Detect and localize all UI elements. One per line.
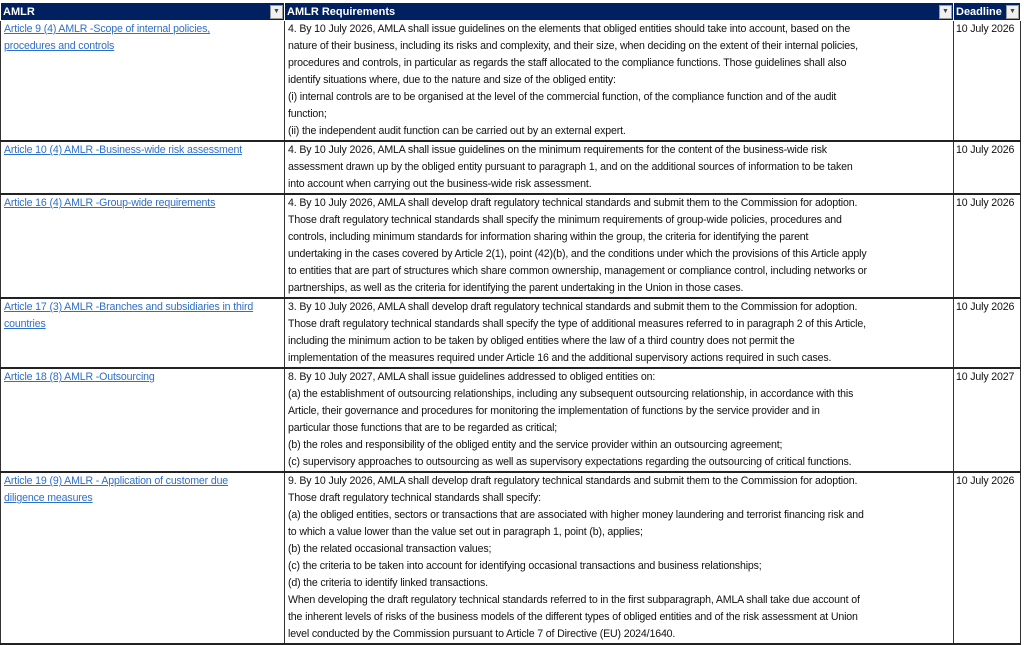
requirement-line: controls, including minimum standards for information sharing within the group, the criteria for identifying the parent [288, 231, 809, 243]
deadline-cell: 10 July 2026 [954, 21, 1021, 142]
requirement-line: partnerships, as well as the criteria for identifying the parent undertaking in the Union in those cases. [288, 282, 744, 294]
requirement-line: (i) internal controls are to be organised at the level of the commercial function, of the compliance function and of the audit [288, 91, 837, 103]
article-link[interactable] [4, 369, 281, 386]
requirement-cell [285, 368, 954, 472]
filter-dropdown-icon[interactable]: ▼ [1006, 5, 1019, 19]
article-cell [1, 141, 285, 194]
article-link-line[interactable]: procedures and controls [4, 40, 115, 52]
article-link[interactable] [4, 195, 281, 212]
requirement-line: (c) the criteria to be taken into account for identifying occasional transactions and business relationships; [288, 560, 762, 572]
deadline-cell: 10 July 2026 [954, 298, 1021, 368]
requirement-line: nature of their business, including its risks and complexity, and their size, when deciding on the extent of their internal policies, [288, 40, 858, 52]
requirement-line: (b) the roles and responsibility of the obliged entity and the service provider within an outsourcing agreement; [288, 439, 783, 451]
article-cell [1, 472, 285, 644]
deadline-cell: 10 July 2026 [954, 194, 1021, 298]
table-row [1, 298, 1021, 368]
table-row [1, 472, 1021, 644]
table-row [1, 368, 1021, 472]
requirement-line: When developing the draft regulatory technical standards referred to in the first subparagraph, AMLA shall take due account of [288, 594, 860, 606]
requirement-line: including the minimum action to be taken by obliged entities where the law of a third country does not permit the [288, 335, 795, 347]
requirement-line: undertaking in the cases covered by Article 2(1), point (42)(b), and the conditions under which the provisions of this Article apply [288, 248, 867, 260]
amlr-table [0, 2, 1021, 645]
deadline-cell: 10 July 2026 [954, 472, 1021, 644]
article-cell [1, 368, 285, 472]
article-link[interactable] [4, 299, 281, 333]
requirement-line: 4. By 10 July 2026, AMLA shall issue guidelines on the minimum requirements for the content of the business-wide risk [288, 144, 827, 156]
table-row [1, 194, 1021, 298]
article-link-line[interactable]: Article 18 (8) AMLR -Outsourcing [4, 371, 155, 383]
article-link-line[interactable]: diligence measures [4, 492, 93, 504]
requirement-line: level conducted by the Commission pursuant to Article 7 of Directive (EU) 2024/1640. [288, 628, 676, 640]
requirement-cell [285, 194, 954, 298]
requirement-line: Article, their governance and procedures for monitoring the implementation of functions by the service provider and in [288, 405, 820, 417]
requirement-cell [285, 472, 954, 644]
article-link[interactable] [4, 142, 281, 159]
requirement-line: (a) the establishment of outsourcing relationships, including any subsequent outsourcing relationship, in accordance with this [288, 388, 854, 400]
header-label: AMLR [3, 5, 35, 18]
requirement-cell [285, 298, 954, 368]
requirement-line: Those draft regulatory technical standards shall specify the minimum requirements of group-wide policies, procedures and [288, 214, 842, 226]
requirement-line: implementation of the measures required under Article 16 and the additional supervisory actions required in such cases. [288, 352, 832, 364]
requirement-line: 4. By 10 July 2026, AMLA shall develop draft regulatory technical standards and submit them to the Commission for adoption. [288, 197, 858, 209]
requirement-line: function; [288, 108, 327, 120]
header-label: AMLR Requirements [287, 5, 396, 18]
requirement-line: assessment drawn up by the obliged entity pursuant to paragraph 1, and on the additional sources of information to be taken [288, 161, 853, 173]
requirement-cell [285, 141, 954, 194]
deadline-cell: 10 July 2026 [954, 141, 1021, 194]
article-link-line[interactable]: Article 16 (4) AMLR -Group-wide requirements [4, 197, 216, 209]
article-link-line[interactable]: Article 19 (9) AMLR - Application of customer due [4, 475, 229, 487]
table-row [1, 141, 1021, 194]
requirement-line: (a) the obliged entities, sectors or transactions that are associated with higher money laundering and terrorist financing risk and [288, 509, 864, 521]
requirement-line: identify situations where, due to the nature and size of the obliged entity: [288, 74, 616, 86]
article-link[interactable] [4, 473, 281, 507]
table-row [1, 21, 1021, 142]
requirement-line: into account when carrying out the business-wide risk assessment. [288, 178, 592, 190]
article-link-line[interactable]: Article 17 (3) AMLR -Branches and subsidiaries in third [4, 301, 254, 313]
article-cell [1, 21, 285, 142]
requirement-line: (d) the criteria to identify linked transactions. [288, 577, 488, 589]
requirement-line: to entities that are part of structures which share common ownership, management or compliance control, including networks or [288, 265, 867, 277]
requirement-line: 9. By 10 July 2026, AMLA shall develop draft regulatory technical standards and submit them to the Commission for adoption. [288, 475, 858, 487]
article-link-line[interactable]: countries [4, 318, 46, 330]
deadline-cell: 10 July 2027 [954, 368, 1021, 472]
requirement-line: 4. By 10 July 2026, AMLA shall issue guidelines on the elements that obliged entities should take into account, based on the [288, 23, 851, 35]
article-cell [1, 194, 285, 298]
article-cell [1, 298, 285, 368]
header-requirements [285, 3, 954, 21]
header-deadline [954, 3, 1021, 21]
requirement-line: procedures and controls, in particular as regards the staff allocated to the compliance functions. Those guidelines shall also [288, 57, 847, 69]
article-link-line[interactable]: Article 9 (4) AMLR -Scope of internal policies, [4, 23, 211, 35]
requirement-line: the inherent levels of risks of the business models of the different types of obliged entities and of the risk assessment at Union [288, 611, 858, 623]
requirement-line: 3. By 10 July 2026, AMLA shall develop draft regulatory technical standards and submit them to the Commission for adoption. [288, 301, 858, 313]
requirement-cell [285, 21, 954, 142]
requirement-line: (c) supervisory approaches to outsourcing as well as supervisory expectations regarding the outsourcing of critical functions. [288, 456, 852, 468]
requirement-line: to which a value lower than the value set out in paragraph 1, point (b), applies; [288, 526, 643, 538]
requirement-line: Those draft regulatory technical standards shall specify the type of additional measures referred to in paragraph 2 of this Article, [288, 318, 866, 330]
requirement-line: Those draft regulatory technical standards shall specify: [288, 492, 541, 504]
requirement-line: 8. By 10 July 2027, AMLA shall issue guidelines addressed to obliged entities on: [288, 371, 656, 383]
header-label: Deadline [956, 5, 1002, 18]
filter-dropdown-icon[interactable]: ▼ [939, 5, 952, 19]
requirement-line: (b) the related occasional transaction values; [288, 543, 492, 555]
filter-dropdown-icon[interactable]: ▼ [270, 5, 283, 19]
header-amlr [1, 3, 285, 21]
article-link-line[interactable]: Article 10 (4) AMLR -Business-wide risk assessment [4, 144, 242, 156]
article-link[interactable] [4, 21, 281, 55]
requirement-line: particular those functions that are to be regarded as critical; [288, 422, 558, 434]
requirement-line: (ii) the independent audit function can be carried out by an external expert. [288, 125, 626, 137]
